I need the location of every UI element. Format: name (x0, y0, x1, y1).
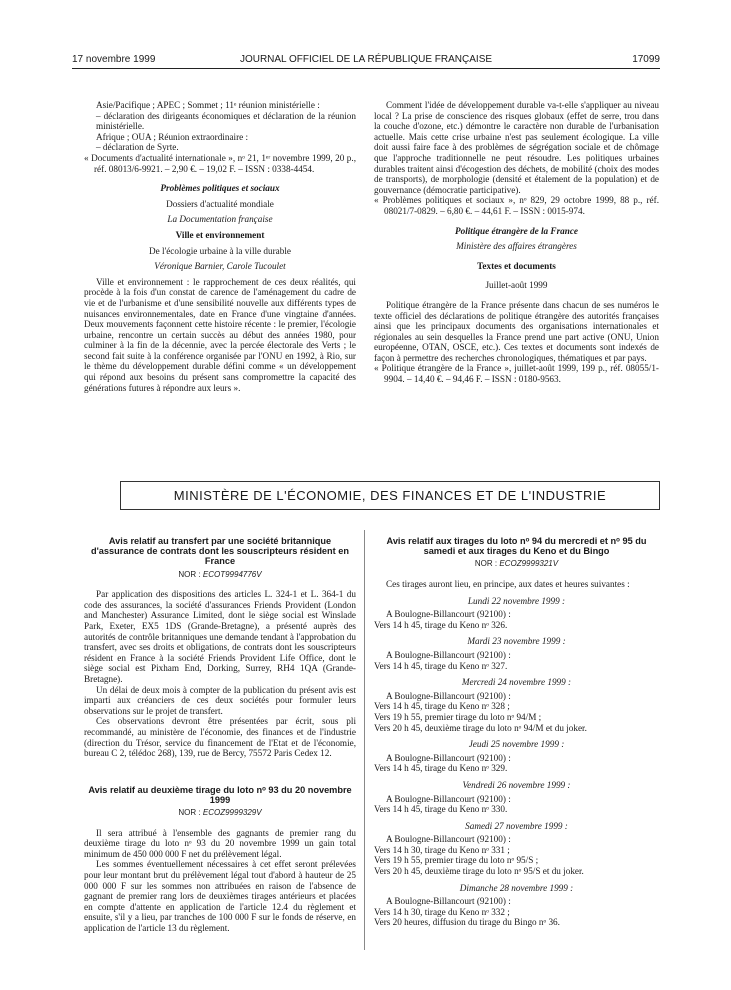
avis-transfert-paragraph: Un délai de deux mois à compter de la publication du présent avis est imparti aux créanciers de ces deux sociétés pour formuler leurs observations sur le projet de transfert. (84, 684, 356, 716)
schedule-place: A Boulogne-Billancourt (92100) : (386, 896, 511, 907)
schedule-date: Vendredi 26 novembre 1999 : (462, 779, 571, 790)
top-left-column (84, 100, 356, 393)
top-right-column (374, 100, 659, 385)
rubrique-heading: Politique étrangère de la France (455, 225, 578, 236)
bottom-right-column (374, 536, 659, 928)
schedule-day (374, 739, 659, 774)
region-asia-line: Asie/Pacifique ; APEC ; Sommet ; 11ᵉ réunion ministérielle : (96, 100, 320, 110)
avis-transfert-title: Avis relatif au transfert par une société britannique d'assurance de contrats dont les souscripteurs résident en France (91, 536, 349, 567)
avis-tirages-intro: Ces tirages auront lieu, en principe, aux dates et heures suivantes : (386, 579, 630, 589)
schedule-day (374, 821, 659, 877)
section-heading: Textes et documents (477, 260, 556, 271)
dossier-summary: Ville et environnement : le rapprochement de ces deux réalités, qui procède à la fois d'un constat de carence de l'aménagement du cadre de vie et de l'urbanisme et d'une sensibilité nouvelle aux différents types de nuisances environnementales, date en France d'une vingtaine d'années. Deux mouvements façonnent cette histoire récente : le premier, l'écologie urbaine, rencontre un certain succès au début des années 1980, pour culminer à la fin de la décennie, avec la percée électorale des Verts ; le second fait suite à la conférence organisée par l'ONU en 1992, à Rio, sur le thème du développement durable défini comme « un développement qui répond aux besoins du présent sans compromettre la capacité des générations futures à répondre aux leurs ». (84, 276, 356, 393)
avis-transfert-paragraph: Ces observations devront être présentées par écrit, sous pli recommandé, au ministère de l'économie, des finances et de l'industrie (direction du Trésor, service du financement de l'Etat et de l'économie, bureau C 2, télédoc 268), 139, rue de Bercy, 75572 Paris Cedex 12. (84, 716, 356, 759)
schedule-entry: Vers 14 h 45, tirage du Keno nᵒ 328 ; (374, 701, 510, 712)
schedule-day (374, 596, 659, 631)
header-date: 17 novembre 1999 (72, 54, 156, 65)
schedule-day (374, 780, 659, 815)
publisher-name: La Documentation française (167, 214, 273, 225)
avis-loto93-paragraph: Les sommes éventuellement nécessaires à cet effet seront prélevées pour leur montant brut du prélèvement légal tout d'abord à hauteur de 25 000 000 F sur les sommes non attribuées en raison de l'absence de gagnant de premier rang lors de deuxièmes tirages antérieurs et placées en compte d'attente en application de l'article 12.4 du règlement et ensuite, s'il y a lieu, par tranches de 100 000 F sur le fonds de réserve, en application de l'article 13 du règlement. (84, 859, 356, 934)
schedule-entry: Vers 20 heures, diffusion du tirage du Bingo nᵒ 36. (374, 917, 560, 928)
column-divider (364, 530, 365, 950)
schedule-entry: Vers 20 h 45, deuxième tirage du loto nᵒ 94/M et du joker. (374, 722, 587, 733)
dossier-title: De l'écologie urbaine à la ville durable (149, 245, 291, 256)
region-africa-line: Afrique ; OUA ; Réunion extraordinaire : (96, 131, 249, 142)
schedule-entry: Vers 14 h 45, tirage du Keno nᵒ 330. (374, 804, 508, 815)
section-heading: Ville et environnement (175, 229, 265, 240)
schedule-entry: Vers 14 h 45, tirage du Keno nᵒ 326. (374, 619, 508, 630)
collection-name: Dossiers d'actualité mondiale (166, 198, 274, 209)
schedule-date: Lundi 22 novembre 1999 : (467, 595, 566, 606)
issue-period: Juillet-août 1999 (485, 280, 548, 291)
page-header (72, 54, 660, 68)
dossier-authors: Véronique Barnier, Carole Tucoulet (154, 261, 286, 272)
schedule-entry: Vers 14 h 30, tirage du Keno nᵒ 332 ; (374, 906, 510, 917)
schedule-entry: Vers 14 h 45, tirage du Keno nᵒ 329. (374, 763, 508, 774)
schedule-day (374, 883, 659, 928)
schedule-date: Jeudi 25 novembre 1999 : (468, 739, 565, 750)
avis-loto93-nor: NOR : ECOZ9999329V (178, 808, 262, 818)
schedule-date: Dimanche 28 novembre 1999 : (459, 882, 574, 893)
schedule-entry: Vers 14 h 45, tirage du Keno nᵒ 327. (374, 660, 508, 671)
dossier-summary-continued: Comment l'idée de développement durable va-t-elle s'appliquer au niveau local ? La prise de conscience des risques globaux (effet de serre, trou dans la couche d'ozone, etc.) démontre le caractère non durable de l'urbanisation actuelle. Mais cette crise urbaine n'est pas seulement écologique. La ville doit aussi faire face à des problèmes de ségrégation sociale et de chômage que l'approche traditionnelle ne peut résoudre. Les politiques urbaines durables traitent ainsi d'écogestion des déchets, de mobilité (choix des modes de transports), de morphologie (densité et étalement de la population) et de gouvernance (démocratie participative). (374, 100, 659, 195)
region-asia-item: – déclaration des dirigeants économiques et déclaration de la réunion ministérielle. (96, 110, 356, 132)
rubrique-heading: Problèmes politiques et sociaux (160, 183, 280, 194)
schedule-place: A Boulogne-Billancourt (92100) : (386, 752, 511, 763)
region-africa-item: – déclaration de Syrte. (96, 142, 179, 153)
schedule-entry: Vers 19 h 55, premier tirage du loto nᵒ 95/S ; (374, 855, 539, 866)
ministry-heading: MINISTÈRE DE L'ÉCONOMIE, DES FINANCES ET DE L'INDUSTRIE (120, 481, 660, 510)
schedule-day (374, 677, 659, 733)
header-rule (72, 68, 660, 69)
schedule-place: A Boulogne-Billancourt (92100) : (386, 609, 511, 620)
publication-reference: « Documents d'actualité internationale », nᵒ 21, 1ᵉʳ novembre 1999, 20 p., réf. 08013/6-9921. – 2,90 €. – 19,02 F. – ISSN : 0338-4454. (84, 152, 356, 174)
avis-transfert-nor: NOR : ECOT9994776V (178, 569, 262, 579)
bottom-left-column (84, 536, 356, 934)
schedule-entry: Vers 19 h 55, premier tirage du loto nᵒ 94/M ; (374, 711, 542, 722)
publisher-name: Ministère des affaires étrangères (456, 241, 577, 252)
header-title: JOURNAL OFFICIEL DE LA RÉPUBLIQUE FRANÇAISE (239, 54, 493, 65)
schedule-place: A Boulogne-Billancourt (92100) : (386, 834, 511, 845)
schedule-entry: Vers 14 h 30, tirage du Keno nᵒ 331 ; (374, 844, 510, 855)
schedule-entry: Vers 20 h 45, deuxième tirage du loto nᵒ 95/S et du joker. (374, 866, 584, 877)
schedule-place: A Boulogne-Billancourt (92100) : (386, 649, 511, 660)
schedule-day (374, 636, 659, 671)
avis-transfert-paragraph: Par application des dispositions des articles L. 324-1 et L. 364-1 du code des assurances, la société d'assurances Friends Provident (London and Manchester) Assurance Limited, dont le siège social est Winslade Park, Exeter, EX5 1DS (Grande-Bretagne), a présenté auprès des autorités de contrôle britanniques une demande tendant à l'approbation du transfert, avec ses droits et obligations, de contrats dont les souscripteurs résident en France à la société Friends Provident Life Office, dont le siège social est Pixham End, Dorking, Surrey, RH4 1QA (Grande-Bretagne). (84, 589, 356, 684)
draw-schedule (374, 596, 659, 928)
publication-reference: « Problèmes politiques et sociaux », nᵒ 829, 29 octobre 1999, 88 p., réf. 08021/7-0829. – 6,80 €. – 44,61 F. – ISSN : 0015-974. (374, 195, 659, 216)
publication-reference: « Politique étrangère de la France », juillet-août 1999, 199 p., réf. 08055/1-9904. – 14,40 €. – 94,46 F. – ISSN : 0180-9563. (374, 363, 659, 385)
schedule-place: A Boulogne-Billancourt (92100) : (386, 793, 511, 804)
schedule-date: Mardi 23 novembre 1999 : (467, 636, 566, 647)
avis-loto93-paragraph: Il sera attribué à l'ensemble des gagnants de premier rang du deuxième tirage du loto nᵒ 93 du 20 novembre 1999 un gain total minimum de 450 000 000 F net du prélèvement légal. (84, 827, 356, 859)
header-page-number: 17099 (632, 54, 660, 65)
avis-loto93-title: Avis relatif au deuxième tirage du loto nᵒ 93 du 20 novembre 1999 (88, 784, 352, 805)
schedule-date: Samedi 27 novembre 1999 : (465, 820, 568, 831)
avis-tirages-title: Avis relatif aux tirages du loto nᵒ 94 du mercredi et nᵒ 95 du samedi et aux tirages du Keno et du Bingo (386, 536, 647, 557)
schedule-place: A Boulogne-Billancourt (92100) : (386, 690, 511, 701)
schedule-date: Mercredi 24 novembre 1999 : (461, 677, 572, 688)
avis-tirages-nor: NOR : ECOZ9999321V (474, 559, 559, 569)
review-summary: Politique étrangère de la France présente dans chacun de ses numéros le texte officiel des déclarations de politique étrangère des autorités françaises ainsi que les principaux documents des organisations internationales et régionales au sein desquelles la France prend une part active (ONU, Union européenne, OTAN, OSCE, etc.). Ces textes et documents sont indexés de façon à permettre des recherches chronologiques, thématiques et par pays. (374, 299, 659, 363)
